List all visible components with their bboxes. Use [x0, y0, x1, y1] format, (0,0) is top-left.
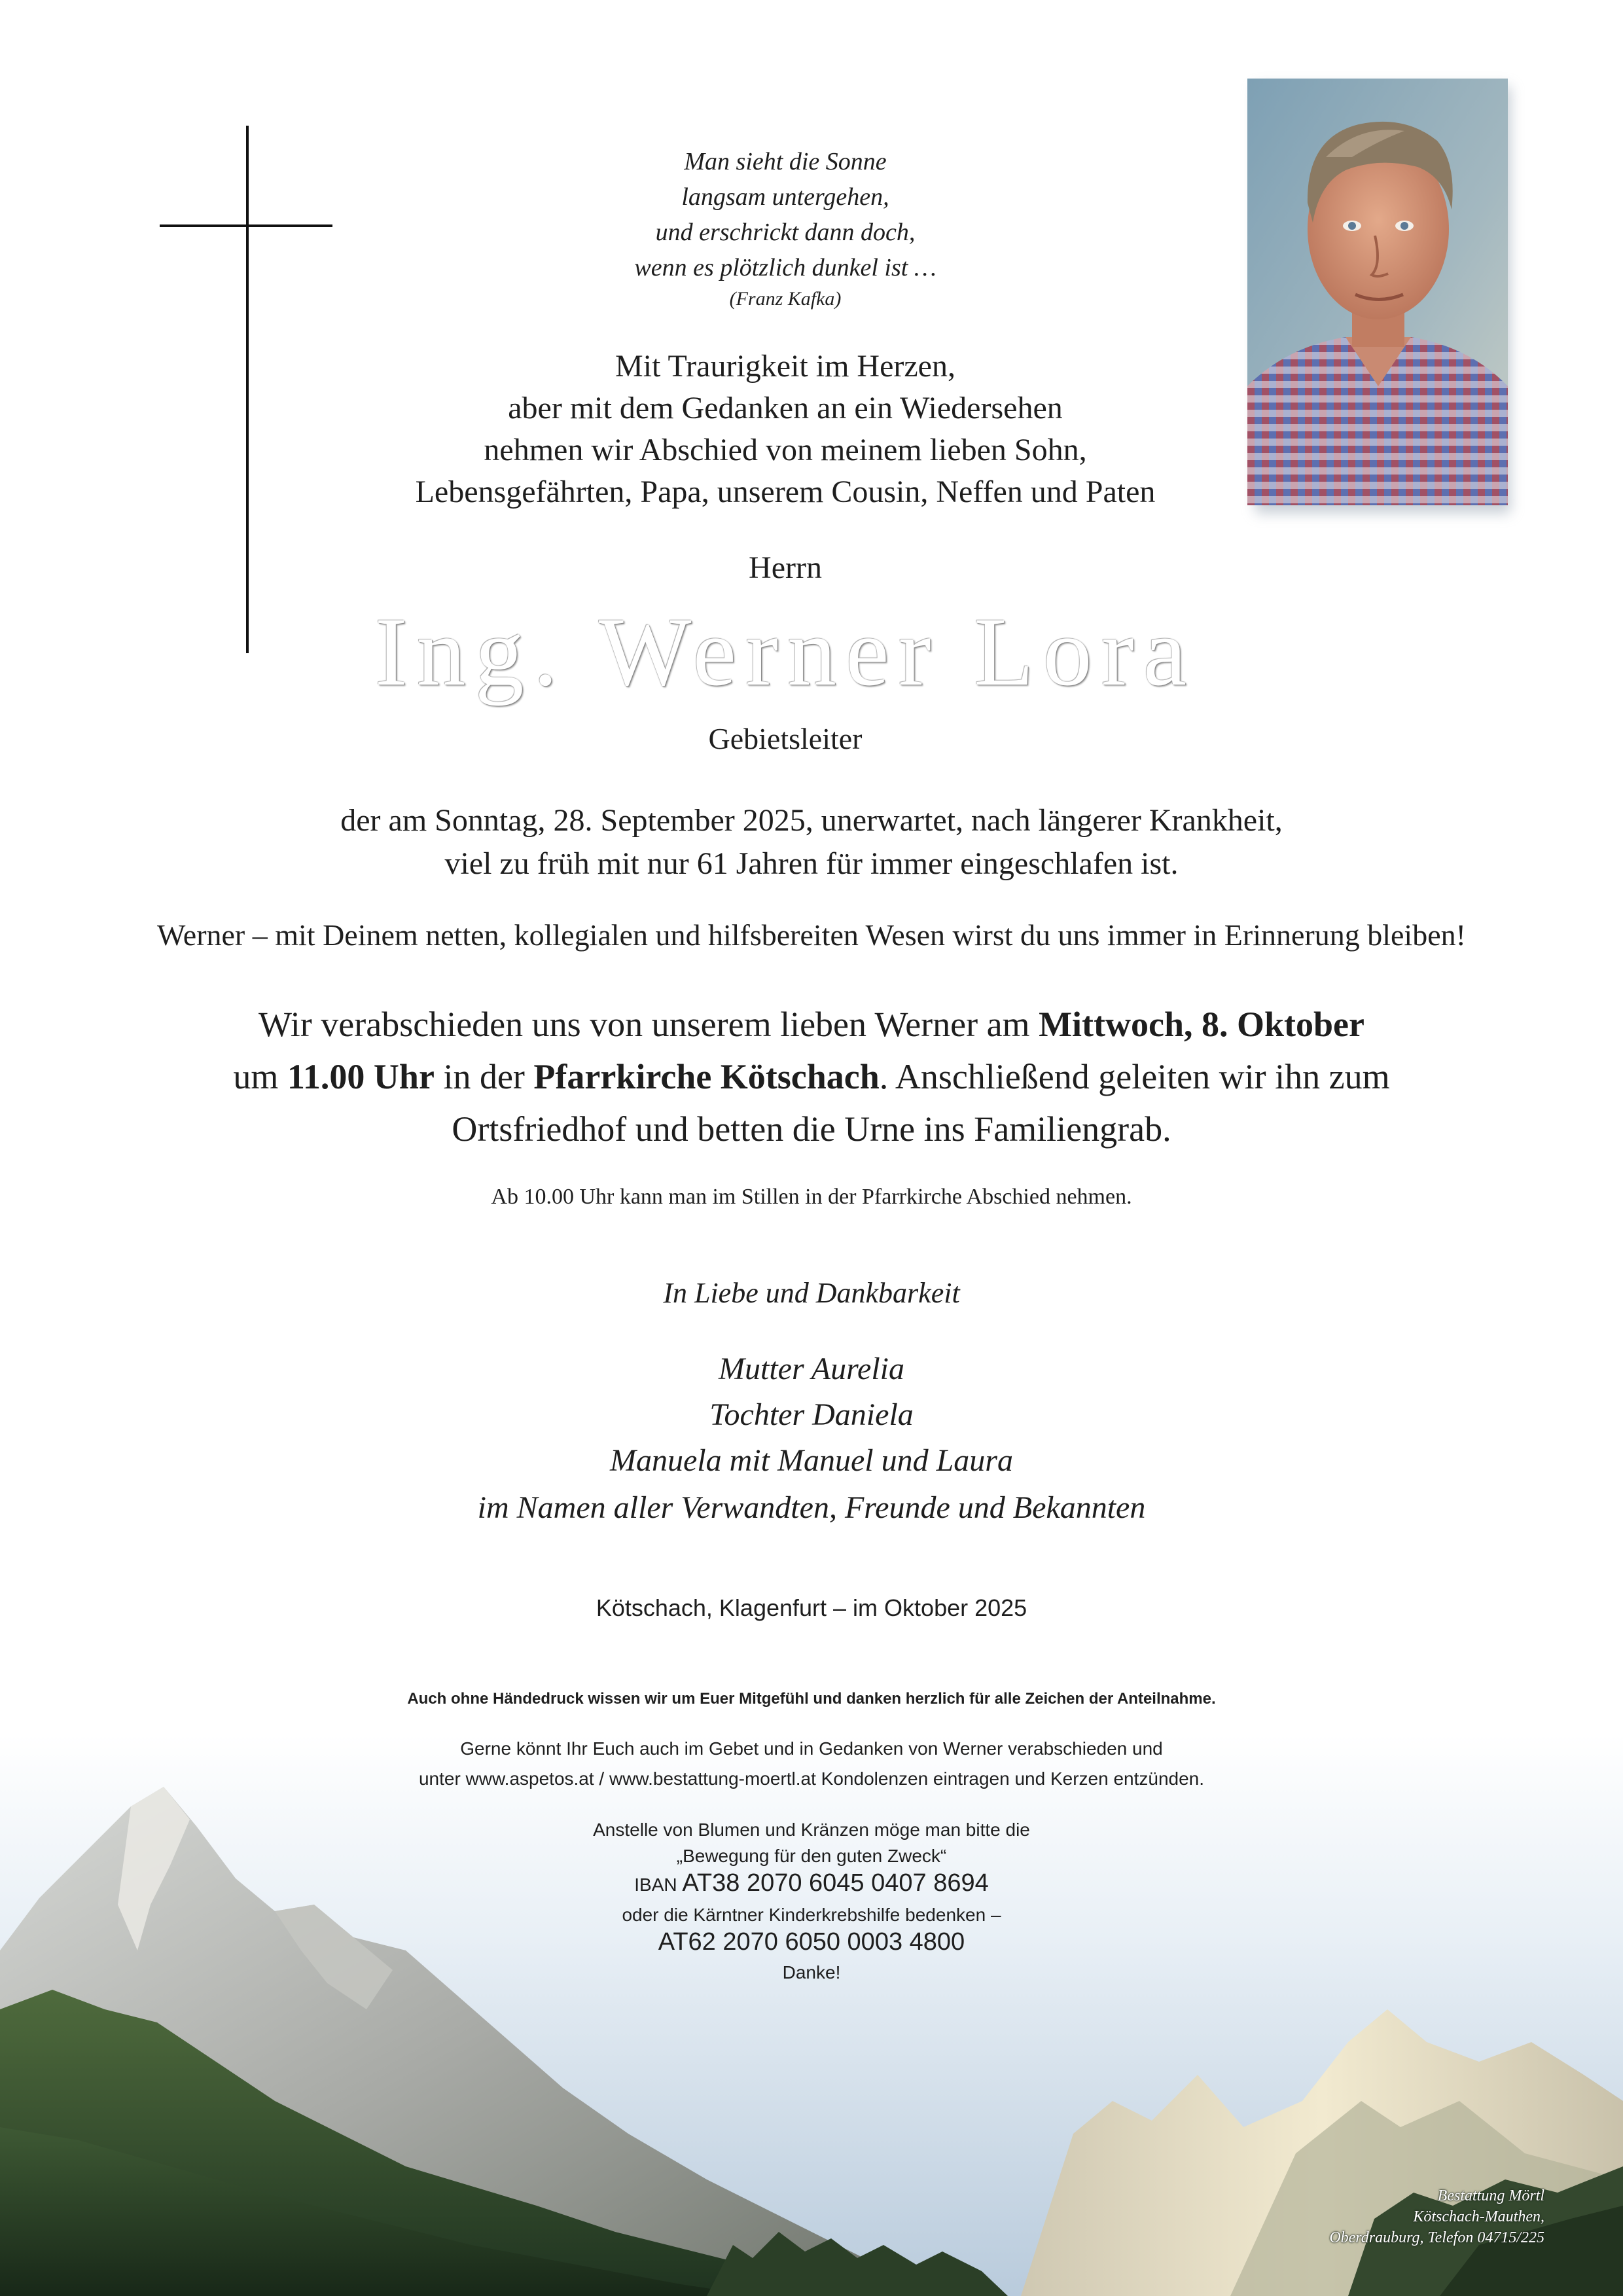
intro-line: aber mit dem Gedanken an ein Wiedersehen	[508, 391, 1063, 425]
quote-line: Man sieht die Sonne	[684, 148, 887, 175]
donation-line: oder die Kärntner Kinderkrebshilfe bedenken –	[622, 1905, 1001, 1925]
death-notice-line: der am Sonntag, 28. September 2025, unerwartet, nach längerer Krankheit,	[340, 803, 1283, 838]
quote-author: (Franz Kafka)	[729, 288, 842, 310]
farewell-time: 11.00 Uhr	[287, 1057, 435, 1096]
farewell-church: Pfarrkirche Kötschach	[533, 1057, 880, 1096]
mourner-line: im Namen aller Verwandten, Freunde und Bekannten	[477, 1490, 1146, 1525]
donation-line: „Bewegung für den guten Zweck“	[676, 1846, 947, 1866]
quote-line: und erschrickt dann doch,	[655, 219, 916, 246]
farewell-text: . Anschließend geleiten wir ihn zum	[879, 1057, 1390, 1096]
undertaker-credit: Bestattung Mörtl	[1437, 2187, 1544, 2204]
iban-number-2: AT62 2070 6050 0003 4800	[658, 1928, 965, 1956]
farewell-text: in der	[434, 1057, 534, 1096]
death-notice-line: viel zu früh mit nur 61 Jahren für immer eingeschlafen ist.	[444, 846, 1179, 881]
iban-label: IBAN	[634, 1874, 683, 1895]
deceased-title: Gebietsleiter	[708, 722, 863, 755]
farewell-text: um	[233, 1057, 287, 1096]
quote-line: wenn es plötzlich dunkel ist …	[634, 254, 936, 281]
mourner-line: Manuela mit Manuel und Laura	[610, 1443, 1013, 1478]
donation-thanks: Danke!	[782, 1962, 841, 1982]
farewell-line: Ortsfriedhof und betten die Urne ins Familiengrab.	[452, 1109, 1171, 1149]
farewell-text: Wir verabschieden uns von unserem lieben Werner am	[259, 1005, 1039, 1044]
farewell-line	[0, 1056, 1623, 1097]
quote-line: langsam untergehen,	[681, 183, 889, 211]
salutation: Herrn	[749, 550, 822, 585]
online-condolence-line: Gerne könnt Ihr Euch auch im Gebet und in Gedanken von Werner verabschieden und	[460, 1738, 1163, 1759]
undertaker-credit: Oberdrauburg, Telefon 04715/225	[1329, 2229, 1544, 2246]
intro-line: nehmen wir Abschied von meinem lieben Sohn,	[484, 433, 1087, 467]
thanks-note: Auch ohne Händedruck wissen wir um Euer Mitgefühl und danken herzlich für alle Zeichen der Anteilnahme.	[407, 1690, 1216, 1708]
online-condolence-line: unter www.aspetos.at / www.bestattung-moertl.at Kondolenzen eintragen und Kerzen entzünden.	[418, 1768, 1205, 1789]
iban-number: AT38 2070 6045 0407 8694	[682, 1869, 989, 1897]
intro-line: Lebensgefährten, Papa, unserem Cousin, Neffen und Paten	[415, 475, 1156, 509]
mourner-line: Tochter Daniela	[709, 1397, 914, 1432]
farewell-date: Mittwoch, 8. Oktober	[1039, 1005, 1364, 1044]
viewing-note: Ab 10.00 Uhr kann man im Stillen in der Pfarrkirche Abschied nehmen.	[491, 1185, 1132, 1209]
undertaker-credit: Kötschach-Mauthen,	[1413, 2208, 1544, 2225]
closing-phrase: In Liebe und Dankbarkeit	[663, 1277, 960, 1309]
farewell-line	[0, 1004, 1623, 1045]
deceased-name: Ing. Werner Lora	[374, 598, 1196, 706]
mourner-line: Mutter Aurelia	[719, 1352, 904, 1386]
place-date: Kötschach, Klagenfurt – im Oktober 2025	[596, 1594, 1027, 1621]
intro-line: Mit Traurigkeit im Herzen,	[615, 349, 955, 384]
remembrance-text: Werner – mit Deinem netten, kollegialen und hilfsbereiten Wesen wirst du uns immer in Erinnerung bleiben!	[157, 918, 1466, 952]
donation-line: Anstelle von Blumen und Kränzen möge man bitte die	[593, 1820, 1030, 1840]
iban-line	[0, 1869, 1623, 1897]
